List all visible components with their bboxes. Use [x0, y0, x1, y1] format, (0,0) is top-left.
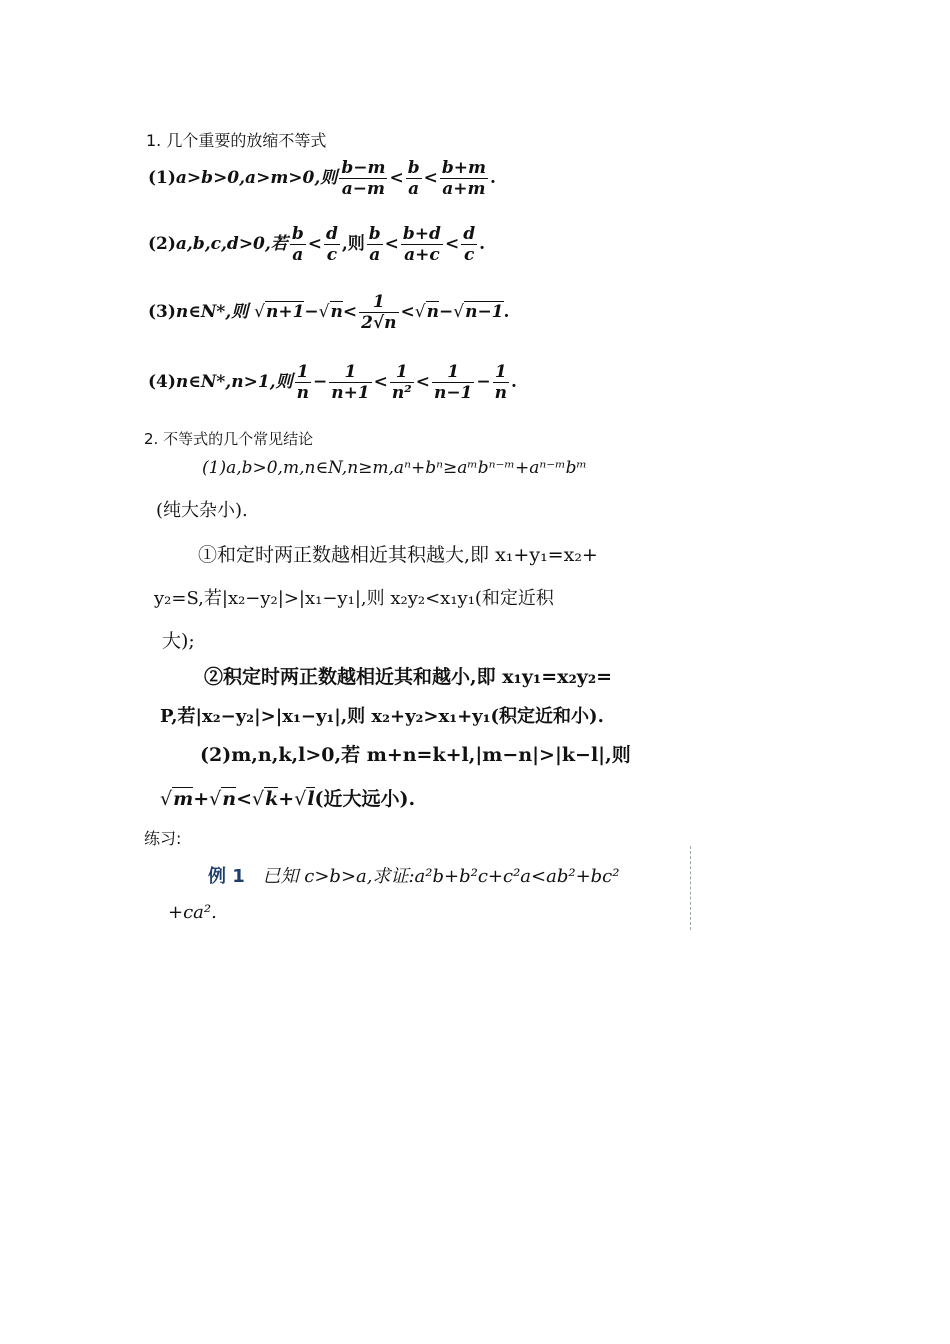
example-1-line1: 例 1 已知 c>b>a,求证:a²b+b²c+c²a<ab²+bc²: [208, 866, 620, 887]
conclusion-2-line2: y₂=S,若|x₂−y₂|>|x₁−y₁|,则 x₂y₂<x₁y₁(和定近积: [154, 588, 554, 609]
inequality-1: (1)a>b>0,a>m>0,则 $\frac{b-m}{a-m}$ < $\frac{b}{a}$ < $\frac{b+m}{a+m}$ .: [148, 158, 496, 199]
conclusion-3-line2: P,若|x₂−y₂|>|x₁−y₁|,则 x₂+y₂>x₁+y₁(积定近和小).: [160, 706, 604, 727]
conclusion-3-line1: ②积定时两正数越相近其和越小,即 x₁y₁=x₂y₂=: [204, 666, 613, 688]
conclusion-2-line3: 大);: [162, 630, 195, 652]
practice-label: 练习:: [144, 829, 182, 848]
conclusion-4-line2: √m+√n<√k+√l(近大远小).: [160, 788, 416, 810]
conclusion-1-line2: (纯大杂小).: [156, 500, 248, 521]
conclusion-2-line1: ①和定时两正数越相近其积越大,即 x₁+y₁=x₂+: [198, 544, 598, 566]
inequality-3: (3)n∈N*,则 √n+1−√n< $\frac{1}{2√n}$ <√n−√n−1.: [148, 292, 510, 333]
inequality-4: (4)n∈N*,n>1,则 $\frac{1}{n}$ − $\frac{1}{n+1}$ < $\frac{1}{\text{n²}}$ < $\frac{1}{n-1}$ − $\frac{1}{n}$ .: [148, 362, 517, 403]
example-1-line2: +ca².: [168, 902, 217, 923]
section2-title: 2. 不等式的几个常见结论: [144, 430, 314, 448]
conclusion-1-line1: (1)a,b>0,m,n∈N,n≥m,aⁿ+bⁿ≥aᵐbⁿ⁻ᵐ+aⁿ⁻ᵐbᵐ: [202, 458, 587, 478]
section1-title: 1. 几个重要的放缩不等式: [146, 131, 327, 150]
inequality-2: (2)a,b,c,d>0,若 $\frac{b}{a}$ < $\frac{d}{c}$ ,则 $\frac{b}{a}$ < $\frac{b+d}{a+c}$ < $\frac{d}{c}$ .: [148, 224, 485, 265]
conclusion-4-line1: (2)m,n,k,l>0,若 m+n=k+l,|m−n|>|k−l|,则: [200, 744, 631, 766]
dashed-border: [690, 846, 691, 930]
